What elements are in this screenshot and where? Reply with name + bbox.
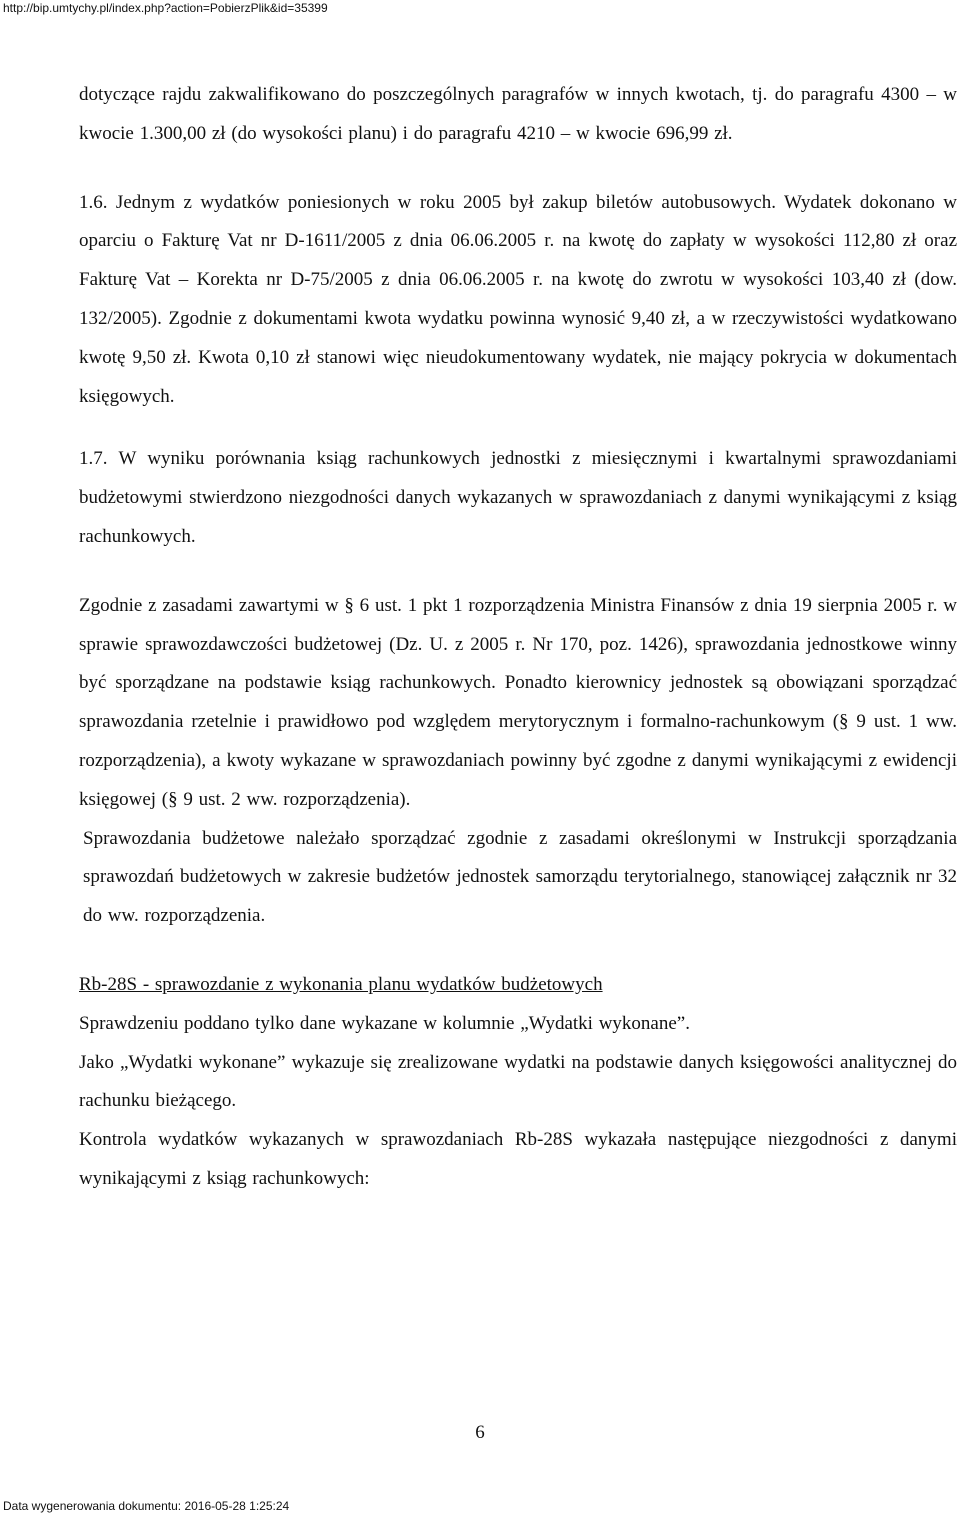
paragraph-rajd-allocation: dotyczące rajdu zakwalifikowano do poszczególnych paragrafów w innych kwotach, tj. do paragrafu 4300 – w kwocie 1.300,00 zł (do wysokości planu) i do paragrafu 4210 – w kwocie 696,99 zł. (79, 84, 957, 144)
section-heading-rb28s: Rb-28S - sprawozdanie z wykonania planu wydatków budżetowych (79, 973, 603, 995)
paragraph-1-6-bus-tickets: 1.6. Jednym z wydatków poniesionych w roku 2005 był zakup biletów autobusowych. Wydatek dokonano w oparciu o Fakturę Vat nr D-1611/2005 z dnia 06.06.2005 r. na kwotę do zapłaty w wysokości 112,80 zł oraz Fakturę Vat – Korekta nr D-75/2005 z dnia 06.06.2005 r. na kwotę do zwrotu w wysokości 103,40 zł (dow. 132/2005). Zgodnie z dokumentami kwota wydatku powinna wynosić 9,40 zł, a w rzeczywistości wydatkowano kwotę 9,50 zł. Kwota 0,10 zł stanowi więc nieudokumentowany wydatek, nie mający pokrycia w dokumentach księgowych. (79, 191, 957, 407)
paragraph-1-7-comparison: 1.7. W wyniku porównania ksiąg rachunkowych jednostki z miesięcznymi i kwartalnymi sprawozdaniami budżetowymi stwierdzono niezgodności danych wykazanych w sprawozdaniach z danymi wynikającymi z ksiąg rachunkowych. (79, 448, 957, 547)
footer-generation-date: Data wygenerowania dokumentu: 2016-05-28 1:25:24 (3, 1499, 290, 1513)
document-body (79, 76, 957, 1199)
paragraph-regulation: Zgodnie z zasadami zawartymi w § 6 ust. 1 pkt 1 rozporządzenia Ministra Finansów z dnia 19 sierpnia 2005 r. w sprawie sprawozdawczości budżetowej (Dz. U. z 2005 r. Nr 170, poz. 1426), sprawozdania jednostkowe winny być sporządzane na podstawie ksiąg rachunkowych. Ponadto kierownicy jednostek są obowiązani sporządzać sprawozdania rzetelnie i prawidłowo pod względem merytorycznym i formalno-rachunkowym (§ 9 ust. 1 ww. rozporządzenia), a kwoty wykazane w sprawozdaniach powinny być zgodne z danymi wynikającymi z ewidencji księgowej (§ 9 ust. 2 ww. rozporządzenia). (79, 594, 957, 810)
paragraph-expenses-definition: Jako „Wydatki wykonane” wykazuje się zrealizowane wydatki na podstawie danych księgowości analitycznej do rachunku bieżącego. (79, 1051, 957, 1112)
paragraph-control-findings: Kontrola wydatków wykazanych w sprawozdaniach Rb-28S wykazała następujące niezgodności z danymi wynikającymi z ksiąg rachunkowych: (79, 1129, 957, 1189)
paragraph-instruction: Sprawozdania budżetowe należało sporządzać zgodnie z zasadami określonymi w Instrukcji sporządzania sprawozdań budżetowych w zakresie budżetów jednostek samorządu terytorialnego, stanowiącej załącznik nr 32 do ww. rozporządzenia. (83, 827, 957, 927)
page-number: 6 (475, 1422, 485, 1443)
header-url: http://bip.umtychy.pl/index.php?action=PobierzPlik&id=35399 (3, 1, 328, 15)
paragraph-checked-column: Sprawdzeniu poddano tylko dane wykazane w kolumnie „Wydatki wykonane”. (79, 1012, 690, 1034)
